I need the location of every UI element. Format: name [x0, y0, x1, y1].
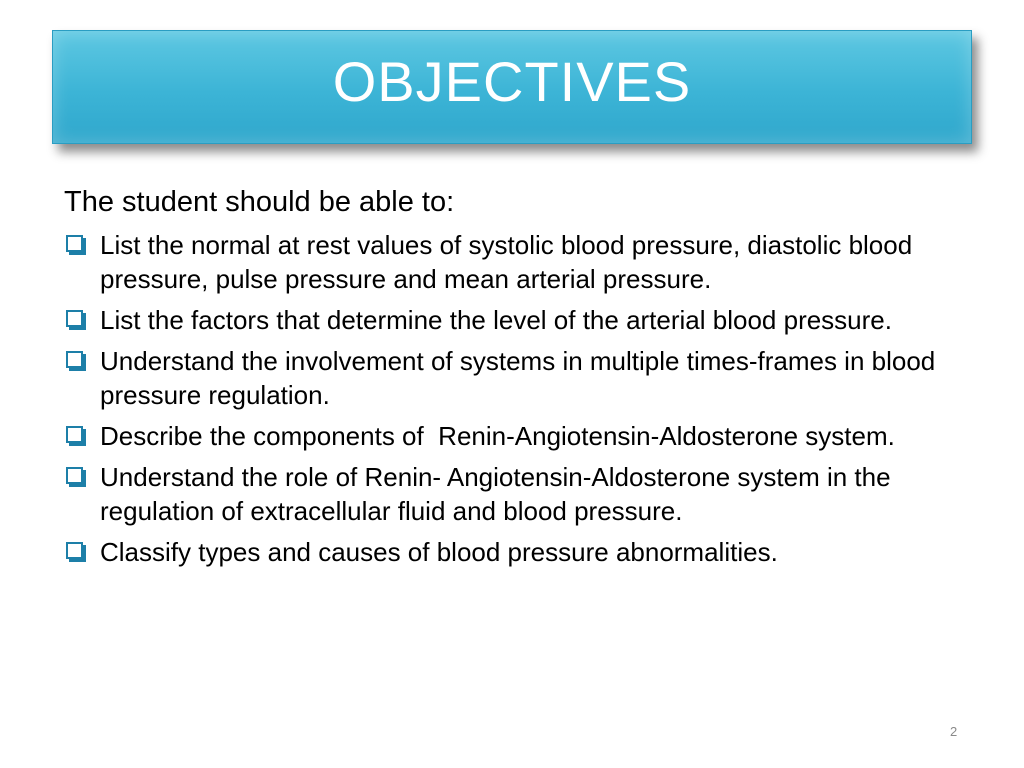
square-bullet-icon	[66, 467, 83, 484]
square-bullet-icon	[66, 351, 83, 368]
objective-text: Understand the role of Renin- Angiotensin-Aldosterone system in the regulation of extracellular fluid and blood pressure.	[100, 462, 891, 526]
list-item	[64, 535, 1004, 569]
objective-text: List the factors that determine the level of the arterial blood pressure.	[100, 305, 892, 335]
objective-list	[64, 228, 1004, 576]
objective-text: Understand the involvement of systems in multiple times-frames in blood pressure regulation.	[100, 346, 936, 410]
square-bullet-icon	[66, 235, 83, 252]
list-item	[64, 344, 1004, 412]
slide-title: OBJECTIVES	[332, 49, 692, 113]
list-item	[64, 460, 1004, 528]
square-bullet-icon	[66, 310, 83, 327]
objective-text: List the normal at rest values of systolic blood pressure, diastolic blood pressure, pulse pressure and mean arterial pressure.	[100, 230, 913, 294]
list-item	[64, 303, 1004, 337]
title-banner	[52, 30, 972, 144]
objective-text: Describe the components of Renin-Angiotensin-Aldosterone system.	[100, 421, 895, 451]
intro-text: The student should be able to:	[64, 186, 455, 218]
square-bullet-icon	[66, 542, 83, 559]
list-item	[64, 419, 1004, 453]
objective-text: Classify types and causes of blood pressure abnormalities.	[100, 537, 778, 567]
list-item	[64, 228, 1004, 296]
square-bullet-icon	[66, 426, 83, 443]
page-number: 2	[950, 724, 958, 739]
